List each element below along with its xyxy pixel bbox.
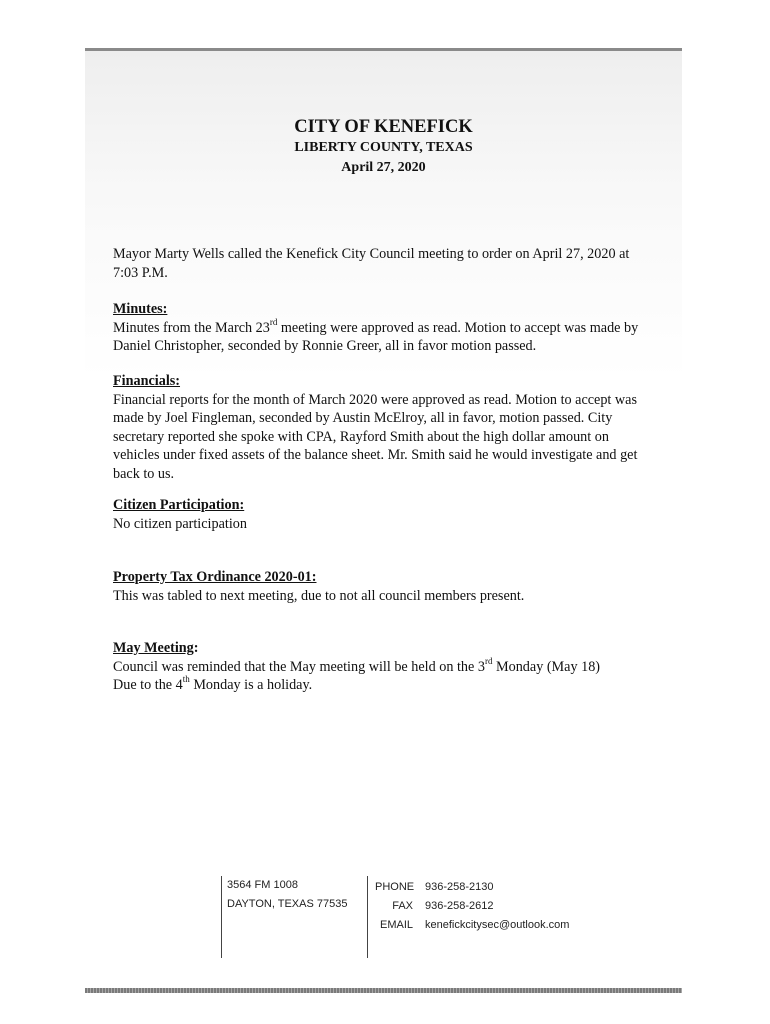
city-name: CITY OF KENEFICK [294, 117, 473, 137]
phone-number: 936-258-2130 [425, 881, 494, 893]
county-name: LIBERTY COUNTY, TEXAS [294, 140, 473, 155]
financials-heading: Financials: [113, 373, 181, 389]
footer-divider-left [221, 876, 222, 958]
ordinance-heading: Property Tax Ordinance 2020-01: [113, 569, 317, 585]
letterhead-header [85, 116, 682, 178]
may-text-line1 [113, 655, 658, 677]
ordinance-section [113, 568, 658, 605]
meeting-date: April 27, 2020 [341, 160, 426, 175]
may-text-b: Monday (May 18) [492, 658, 601, 675]
citizen-text: No citizen participation [113, 515, 247, 532]
fax-row [375, 897, 569, 916]
address-line1: 3564 FM 1008 [227, 879, 298, 891]
may-section [113, 639, 658, 695]
may-text-line2 [113, 676, 658, 695]
phone-label: PHONE [375, 881, 415, 893]
minutes-text-a: Minutes from the March 23 [113, 319, 270, 336]
email-address[interactable]: kenefickcitysec@outlook.com [425, 919, 570, 931]
may-text-a: Council was reminded that the May meeting will be held on the 3 [113, 658, 485, 675]
may-colon: : [193, 640, 199, 656]
minutes-section [113, 300, 658, 356]
phone-row [375, 878, 569, 897]
minutes-sup: rd [269, 316, 278, 327]
minutes-text [113, 316, 658, 356]
address-line2: DAYTON, TEXAS 77535 [227, 898, 348, 910]
financials-text: Financial reports for the month of March 2020 were approved as read. Motion to accept was made by Joel Fingleman, seconded by Austin McElroy, all in favor, motion passed. City secretary reported she spoke with CPA, Rayford Smith about the high dollar amount on vehicles under fixed assets of the balance sheet. Mr. Smith said he would investigate and get back to us. [113, 391, 638, 482]
email-label: EMAIL [379, 919, 413, 931]
top-rule [85, 48, 682, 51]
intro-text: Mayor Marty Wells called the Kenefick City Council meeting to order on April 27, 2020 at 7:03 P.M. [113, 246, 630, 281]
citizen-section [113, 496, 658, 533]
may-heading: May Meeting [113, 640, 194, 656]
footer-address [227, 876, 347, 914]
financials-section [113, 372, 658, 483]
email-row [375, 916, 569, 935]
minutes-text-b: meeting were approved as read. Motion to accept was made by Daniel Christopher, seconded by Ronnie Greer, all in favor motion passed. [113, 319, 639, 354]
fax-label: FAX [392, 900, 413, 912]
intro-paragraph [113, 245, 658, 282]
may-text-d: Monday is a holiday. [189, 677, 313, 693]
may-heading-row [113, 639, 658, 658]
citizen-heading: Citizen Participation: [113, 497, 245, 513]
footer-contact [375, 878, 569, 935]
fax-number: 936-258-2612 [425, 900, 494, 912]
minutes-heading: Minutes: [113, 301, 168, 317]
ordinance-text: This was tabled to next meeting, due to not all council members present. [113, 587, 525, 604]
bottom-rule [85, 988, 682, 993]
may-sup2: th [182, 674, 190, 685]
footer-divider-right [367, 876, 368, 958]
may-text-c: Due to the 4 [113, 677, 183, 693]
may-sup1: rd [484, 655, 493, 666]
